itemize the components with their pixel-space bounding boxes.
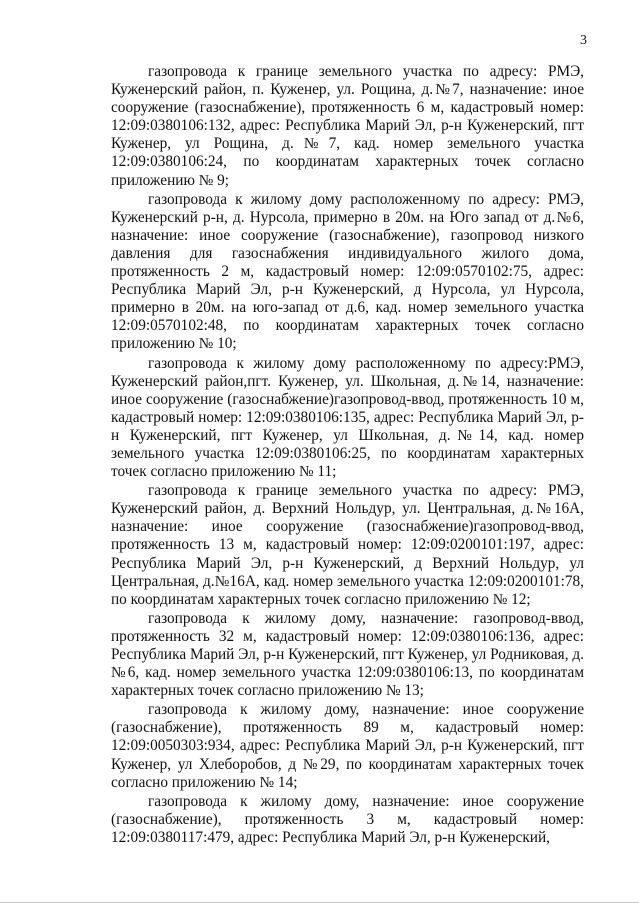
document-body [111, 63, 584, 848]
paragraph-3: газопровода к жилому дому расположенному по адресу:РМЭ, Куженерский район,пгт. Куженер, ул. Школьная, д.№14, назначение: иное сооружение (газоснабжение)газопровод-ввод, протяженность 10 м, кадастровый номер: 12:09:0380106:135, адрес: Республика Марий Эл, р-н Куженерский, пгт Куженер, ул Школьная, д.№14, кад. номер земельного участка 12:09:0380106:25, по координатам характерных точек согласно приложению № 11; [111, 354, 584, 481]
paragraph-1: газопровода к границе земельного участка по адресу: РМЭ, Куженерский район, п. Куженер, ул. Рощина, д.№7, назначение: иное сооружение (газоснабжение), протяженность 6 м, кадастровый номер: 12:09:0380106:132, адрес: Республика Марий Эл, р-н Куженерский, пгт Куженер, ул Рощина, д.№7, кад. номер земельного участка 12:09:0380106:24, по координатам характерных точек согласно приложению № 9; [111, 63, 584, 189]
paragraph-4: газопровода к границе земельного участка по адресу: РМЭ, Куженерский район, д. Верхний Нольдур, ул. Центральная, д.№16А, назначение: иное сооружение (газоснабжение)газопровод-ввод, протяженность 13 м, кадастровый номер: 12:09:0200101:197, адрес: Республика Марий Эл, р-н Куженерский, д Верхний Нольдур, ул Центральная, д.№16А, кад. номер земельного участка 12:09:0200101:78, по координатам характерных точек согласно приложению № 12; [111, 482, 584, 608]
paragraph-5: газопровода к жилому дому, назначение: газопровод-ввод, протяженность 32 м, кадастровый номер: 12:09:0380106:136, адрес: Республика Марий Эл, р-н Куженерский, пгт Куженер, ул Родниковая, д.№6, кад. номер земельного участка 12:09:0380106:13, по координатам характерных точек согласно приложению № 13; [111, 609, 584, 700]
page-number: 3 [580, 33, 587, 48]
paragraph-7: газопровода к жилому дому, назначение: иное сооружение (газоснабжение), протяженность 3 м, кадастровый номер: 12:09:0380117:479, адрес: Республика Марий Эл, р-н Куженерский, [111, 792, 584, 846]
page-bottom-edge [0, 902, 639, 903]
paragraph-6: газопровода к жилому дому, назначение: иное сооружение (газоснабжение), протяженность 89 м, кадастровый номер: 12:09:0050303:934, адрес: Республика Марий Эл, р-н Куженерский, пгт Куженер, ул Хлеборобов, д №29, по координатам характерных точек согласно приложению № 14; [111, 701, 584, 791]
paragraph-2: газопровода к жилому дому расположенному по адресу: РМЭ, Куженерский р-н, д. Нурсола, примерно в 20м. на Юго запад от д.№6, назначение: иное сооружение (газоснабжение), газопровод низкого давления для газоснабжения индивидуального жилого дома, протяженность 2 м, кадастровый номер: 12:09:0570102:75, адрес: Республика Марий Эл, р-н Куженерский, д Нурсола, ул Нурсола, примерно в 20м. на юго-запад от д.6, кад. номер земельного участка 12:09:0570102:48, по координатам характерных точек согласно приложению № 10; [111, 190, 584, 353]
